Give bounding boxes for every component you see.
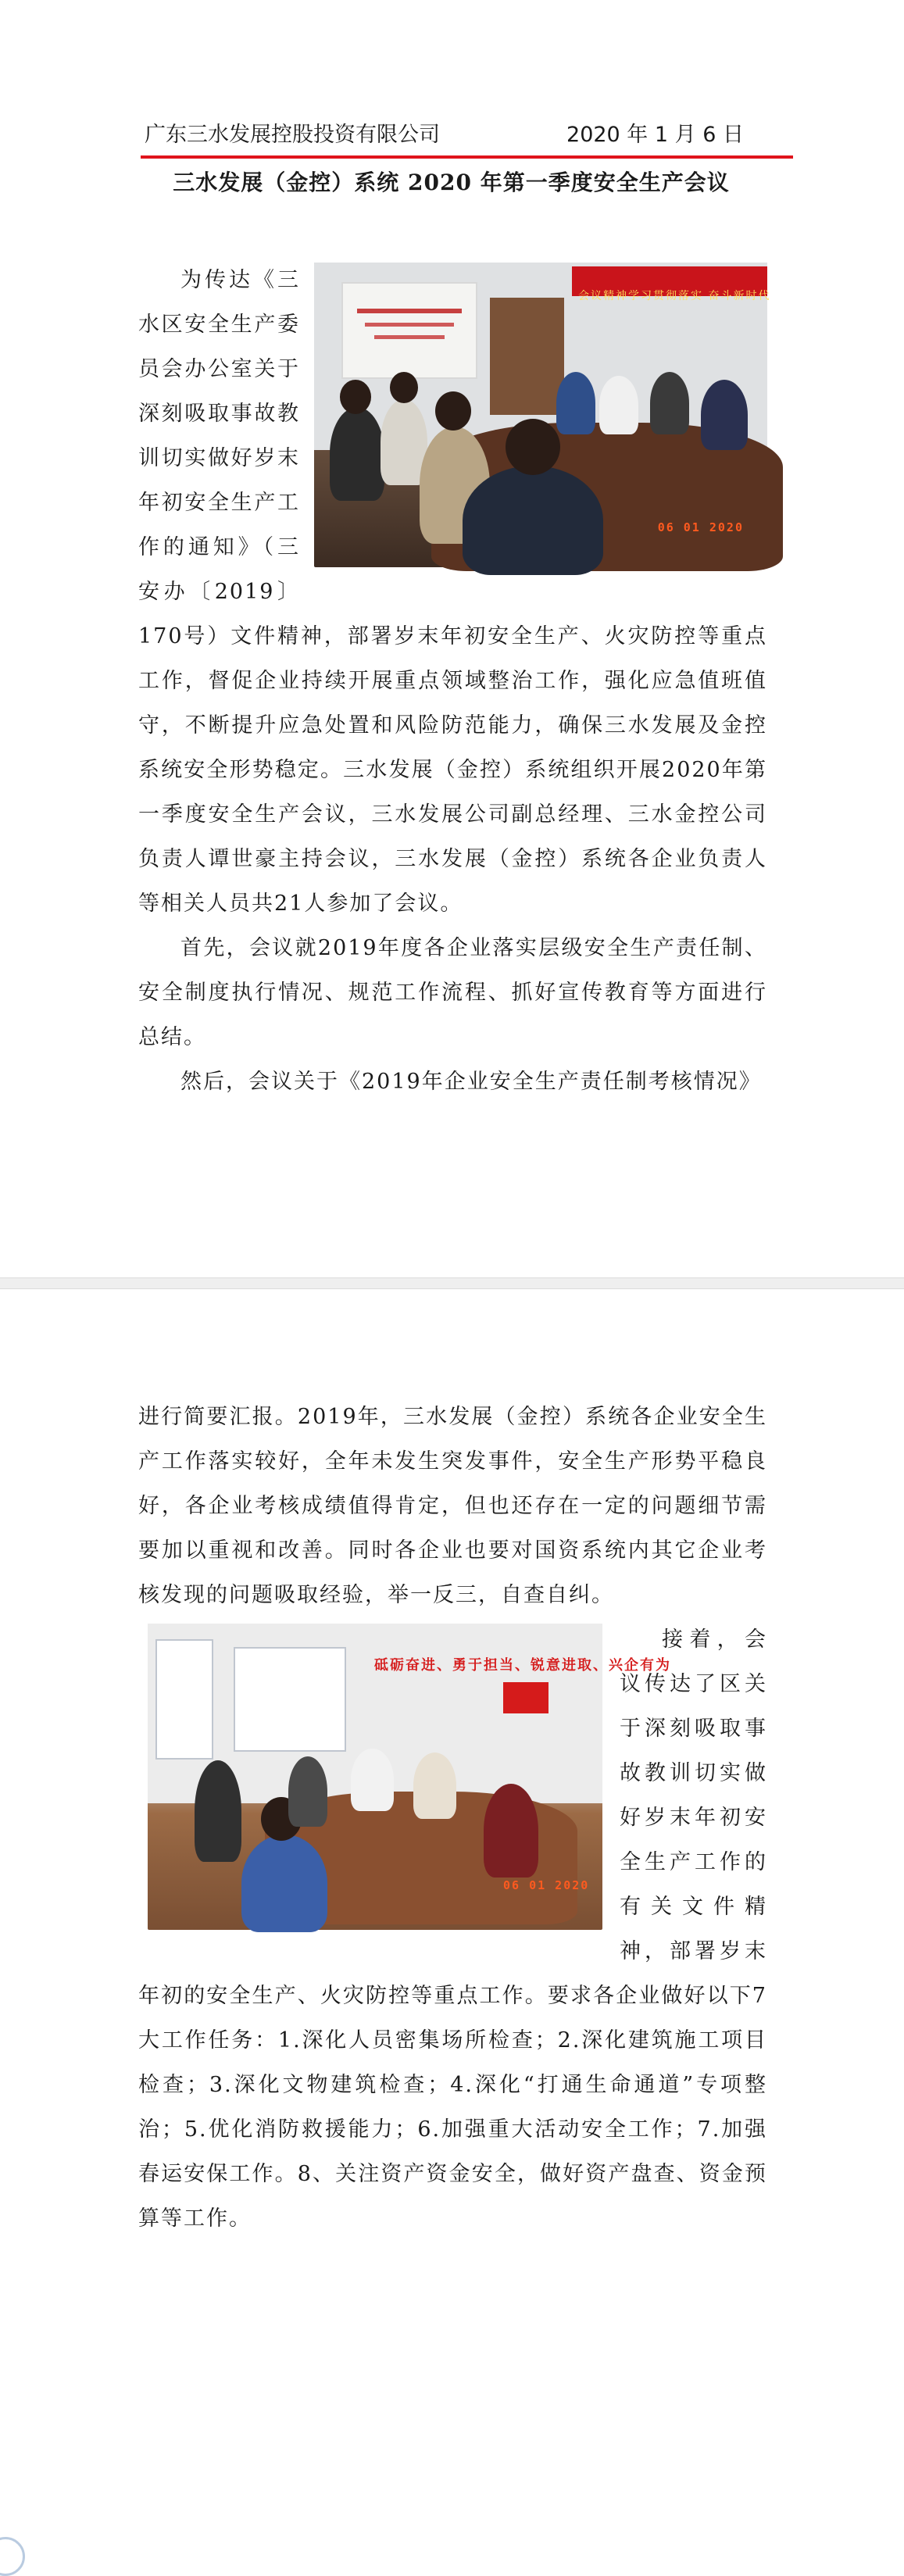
document-page-1 bbox=[0, 0, 904, 1277]
red-header-rule bbox=[141, 155, 793, 159]
letterhead bbox=[145, 117, 766, 150]
paragraph-tasks bbox=[138, 1617, 767, 2241]
screen-line bbox=[357, 309, 462, 313]
attendee bbox=[288, 1756, 327, 1827]
attendee-foreground bbox=[463, 466, 603, 575]
attendee bbox=[413, 1752, 456, 1819]
article-body-part-2 bbox=[138, 1395, 767, 2241]
organization-name: 广东三水发展控股投资有限公司 bbox=[145, 123, 440, 147]
attendee-head bbox=[435, 391, 471, 431]
attendee-head bbox=[506, 419, 560, 475]
paragraph-summary: 首先，会议就2019年度各企业落实层级安全生产责任制、安全制度执行情况、规范工作流程、抓好宣传教育等方面进行总结。 bbox=[138, 936, 767, 1049]
article-title: 三水发展（金控）系统 2020 年第一季度安全生产会议 bbox=[173, 170, 730, 195]
photo-date-stamp: 06 01 2020 bbox=[657, 520, 744, 534]
attendee bbox=[195, 1760, 241, 1862]
paragraph-report-start: 然后，会议关于《2019年企业安全生产责任制考核情况》 bbox=[180, 1070, 762, 1094]
page-corner-mark bbox=[0, 2537, 25, 2576]
wall-poster bbox=[234, 1647, 346, 1752]
attendee-head bbox=[390, 372, 418, 403]
party-flag bbox=[503, 1682, 548, 1713]
attendee bbox=[330, 407, 384, 501]
attendee bbox=[351, 1749, 394, 1811]
projection-screen bbox=[341, 282, 477, 379]
attendee bbox=[556, 372, 595, 434]
document-page-2 bbox=[0, 1289, 904, 2567]
paragraph-tasks-text: 接着，会议传达了区关于深刻吸取事故教训切实做好岁末年初安全生产工作的有关文件精神，部署岁末年初的安全生产、火灾防控等重点工作。要求各企业做好以下7大工作任务：1.深化人员密集场所检查；2.深化建筑施工项目检查；3.深化文物建筑检查；4.深化“打通生命通道”专项整治；5.优化消防救援能力；6.加强重大活动安全工作；7.加强春运安保工作。8、关注资产资金安全，做好资产盘查、资金预算等工作。 bbox=[138, 1627, 767, 2231]
attendee bbox=[599, 376, 638, 434]
page-separator bbox=[0, 1277, 904, 1289]
screen-line bbox=[365, 323, 454, 327]
red-banner bbox=[572, 266, 771, 302]
attendee bbox=[650, 372, 689, 434]
paragraph-intro: 为传达《三水区安全生产委员会办公室关于深刻吸取事故教训切实做好岁末年初安全生产工作的通知》（三安办〔2019〕170号）文件精神，部署岁末年初安全生产、火灾防控等重点工作，督促企业持续开展重点领域整治工作，强化应急值班值守，不断提升应急处置和风险防范能力，确保三水发展及金控系统安全形势稳定。三水发展（金控）系统组织开展2020年第一季度安全生产会议，三水发展公司副总经理、三水金控公司负责人谭世豪主持会议，三水发展（金控）系统各企业负责人等相关人员共21人参加了会议。 bbox=[138, 268, 767, 916]
photo-date-stamp: 06 01 2020 bbox=[503, 1878, 590, 1892]
attendee bbox=[701, 380, 748, 450]
wall-poster bbox=[155, 1639, 213, 1760]
document-date: 2020 年 1 月 6 日 bbox=[566, 123, 744, 147]
screen-line bbox=[374, 335, 445, 339]
paragraph-report-continued: 进行简要汇报。2019年，三水发展（金控）系统各企业安全生产工作落实较好，全年未发生突发事件，安全生产形势平稳良好，各企业考核成绩值得肯定，但也还存在一定的问题细节需要加以重视和改善。同时各企业也要对国资系统内其它企业考核发现的问题吸取经验，举一反三，自查自纠。 bbox=[138, 1405, 767, 1607]
attendee-head bbox=[340, 380, 371, 414]
meeting-photo-1 bbox=[314, 263, 771, 567]
wooden-door bbox=[490, 298, 564, 415]
banner-text: 会议精神学习贯彻落实 奋斗新时代 bbox=[578, 290, 771, 302]
article-body-part-1 bbox=[138, 258, 771, 1104]
attendee-foreground bbox=[241, 1835, 327, 1932]
wall-slogan: 砥砺奋进、勇于担当、锐意进取、兴企有为 bbox=[374, 1657, 671, 1674]
meeting-photo-2 bbox=[148, 1624, 671, 1930]
